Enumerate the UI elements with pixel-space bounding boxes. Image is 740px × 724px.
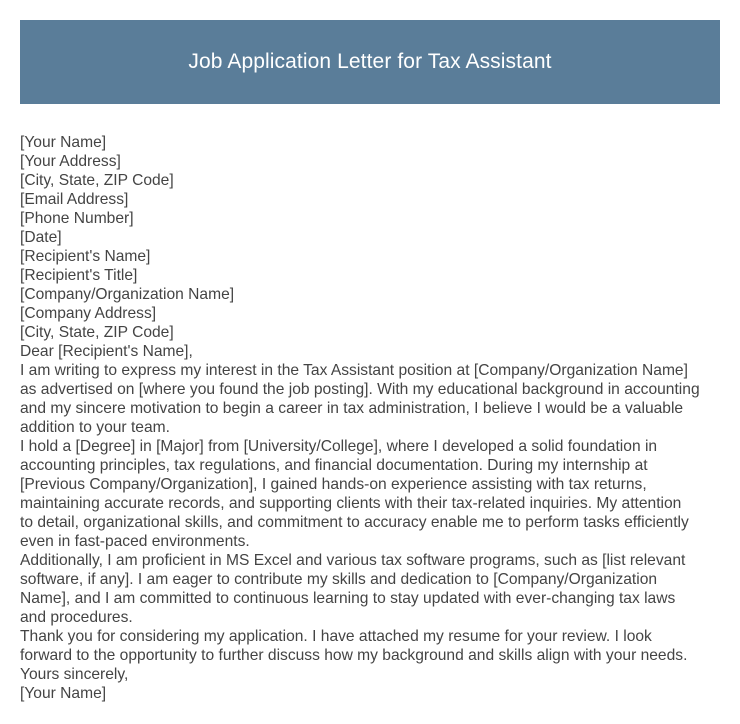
paragraph-line: and procedures. <box>20 609 133 626</box>
title-banner <box>20 20 720 104</box>
paragraph-line: software, if any]. I am eager to contribute my skills and dedication to [Company/Organization <box>20 571 658 588</box>
paragraph-line: and my sincere motivation to begin a career in tax administration, I believe I would be a valuable <box>20 400 684 417</box>
paragraph-line: addition to your team. <box>20 419 170 436</box>
paragraph-line: accounting principles, tax regulations, and financial documentation. During my internship at <box>20 457 648 474</box>
paragraph-line: Additionally, I am proficient in MS Excel and various tax software programs, such as [list relevant <box>20 552 686 569</box>
paragraph-line: [Previous Company/Organization], I gained hands-on experience assisting with tax returns, <box>20 476 647 493</box>
sender-phone: [Phone Number] <box>20 210 134 227</box>
page-title: Job Application Letter for Tax Assistant <box>188 50 552 73</box>
paragraph-line: to detail, organizational skills, and commitment to accuracy enable me to perform tasks efficiently <box>20 514 689 531</box>
sender-block <box>20 133 722 247</box>
salutation: Dear [Recipient's Name], <box>20 343 193 360</box>
paragraph-line: I hold a [Degree] in [Major] from [University/College], where I developed a solid foundation in <box>20 438 658 455</box>
paragraph-line: I am writing to express my interest in the Tax Assistant position at [Company/Organization Name] <box>20 362 688 379</box>
paragraph-thanks <box>20 627 722 665</box>
sender-name: [Your Name] <box>20 134 107 151</box>
sender-email: [Email Address] <box>20 191 129 208</box>
paragraph-line: Name], and I am committed to continuous learning to stay updated with ever-changing tax laws <box>20 590 676 607</box>
paragraph-skills <box>20 551 722 627</box>
recipient-company: [Company/Organization Name] <box>20 286 235 303</box>
letter-body <box>20 133 722 703</box>
paragraph-line: Thank you for considering my application. I have attached my resume for your review. I look <box>20 628 652 645</box>
paragraph-education <box>20 437 722 551</box>
sender-address: [Your Address] <box>20 153 121 170</box>
paragraph-line: maintaining accurate records, and supporting clients with their tax-related inquiries. My attention <box>20 495 682 512</box>
recipient-address: [Company Address] <box>20 305 157 322</box>
recipient-name: [Recipient's Name] <box>20 248 151 265</box>
recipient-title: [Recipient's Title] <box>20 267 138 284</box>
sender-city-state-zip: [City, State, ZIP Code] <box>20 172 174 189</box>
paragraph-line: even in fast-paced environments. <box>20 533 250 550</box>
paragraph-intro <box>20 361 722 437</box>
paragraph-line: forward to the opportunity to further discuss how my background and skills align with your needs. <box>20 647 688 664</box>
letter-date: [Date] <box>20 229 62 246</box>
paragraph-line: as advertised on [where you found the job posting]. With my educational background in accounting <box>20 381 700 398</box>
signature: [Your Name] <box>20 685 107 702</box>
closing: Yours sincerely, <box>20 666 129 683</box>
recipient-block <box>20 247 722 342</box>
recipient-city-state-zip: [City, State, ZIP Code] <box>20 324 174 341</box>
